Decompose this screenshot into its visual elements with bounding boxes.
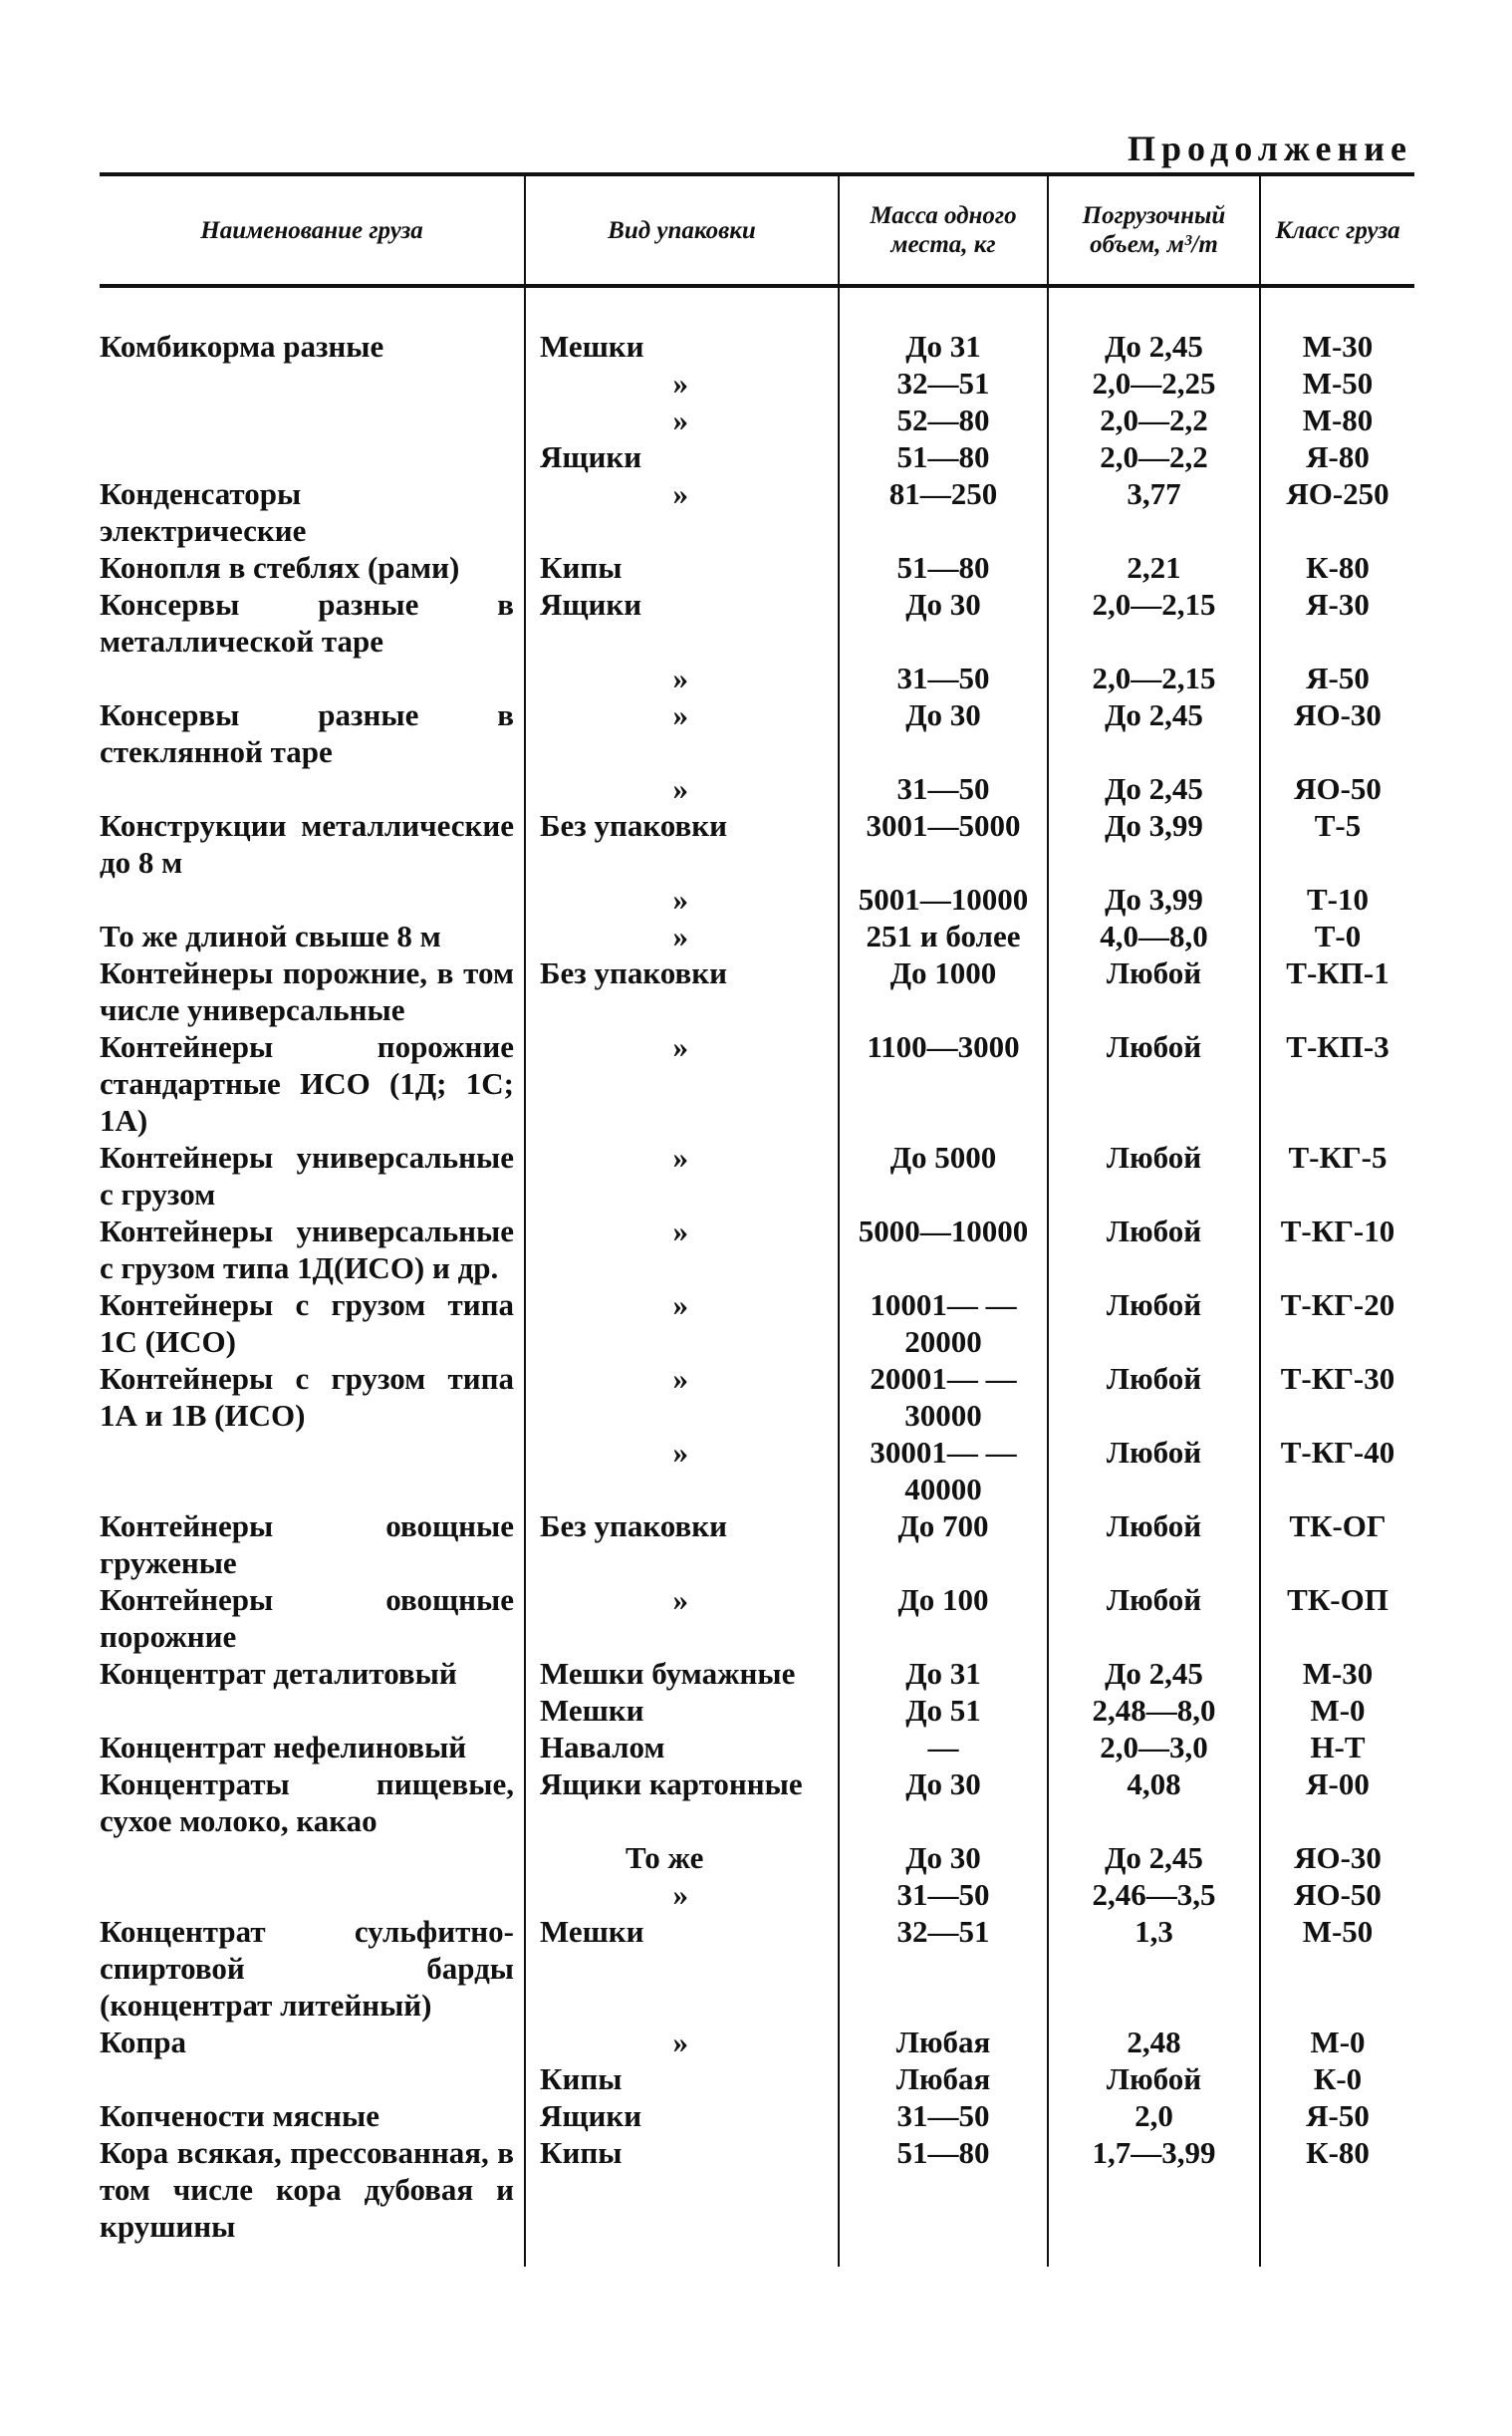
table-row bbox=[100, 660, 1414, 696]
mass-cell: 251 и более bbox=[839, 918, 1048, 954]
mass-cell: 20001— —30000 bbox=[839, 1360, 1048, 1434]
mass-cell: 31—50 bbox=[839, 660, 1048, 696]
cargo-name-cell bbox=[100, 1692, 525, 1729]
continuation-label: Продолжение bbox=[1128, 129, 1412, 168]
packaging-cell: » bbox=[525, 918, 839, 954]
class-cell: М-50 bbox=[1260, 1913, 1414, 2024]
table-row bbox=[100, 1655, 1414, 1692]
cargo-name-cell bbox=[100, 402, 525, 438]
packaging-cell: » bbox=[525, 1028, 839, 1139]
packaging-cell: » bbox=[525, 660, 839, 696]
volume-cell: До 2,45 bbox=[1048, 328, 1260, 365]
cargo-name-cell: То же длиной свыше 8 м bbox=[100, 919, 441, 953]
packaging-cell: » bbox=[525, 1139, 839, 1213]
cargo-name-cell: Контейнеры с грузом типа 1А и 1В (ИСО) bbox=[100, 1361, 514, 1433]
cargo-name-cell bbox=[100, 1876, 525, 1913]
packaging-cell: Без упаковки bbox=[525, 954, 839, 1028]
mass-cell: 30001— —40000 bbox=[839, 1434, 1048, 1507]
table-row bbox=[100, 549, 1414, 586]
volume-cell: 2,0—2,25 bbox=[1048, 365, 1260, 402]
spacer-cell bbox=[100, 286, 525, 328]
packaging-cell: Мешки bbox=[525, 328, 839, 365]
table-row bbox=[100, 1139, 1414, 1213]
header-cargo-name: Наименование груза bbox=[100, 174, 525, 286]
table-row bbox=[100, 1434, 1414, 1507]
packaging-cell: » bbox=[525, 696, 839, 770]
packaging-cell: Ящики картонные bbox=[525, 1765, 839, 1839]
volume-cell: 2,0—3,0 bbox=[1048, 1729, 1260, 1765]
cargo-name-cell: Конденсаторы электрические bbox=[100, 476, 307, 548]
packaging-cell: » bbox=[525, 402, 839, 438]
class-cell: Т-КГ-5 bbox=[1260, 1139, 1414, 1213]
table-row bbox=[100, 1839, 1414, 1876]
volume-cell: 2,0 bbox=[1048, 2097, 1260, 2134]
cargo-name-cell bbox=[100, 365, 525, 402]
packaging-cell: Без упаковки bbox=[525, 1507, 839, 1581]
cargo-name-cell bbox=[100, 660, 525, 696]
volume-cell: 4,0—8,0 bbox=[1048, 918, 1260, 954]
volume-cell: Любой bbox=[1048, 954, 1260, 1028]
table-row bbox=[100, 881, 1414, 918]
volume-cell: Любой bbox=[1048, 1507, 1260, 1581]
class-cell: ЯО-30 bbox=[1260, 1839, 1414, 1876]
table-row bbox=[100, 1765, 1414, 1839]
cargo-name-cell: Концентрат сульфитно-спиртовой барды (концентрат литейный) bbox=[100, 1914, 514, 2023]
table-row bbox=[100, 1692, 1414, 1729]
volume-cell: Любой bbox=[1048, 1213, 1260, 1286]
class-cell: К-80 bbox=[1260, 549, 1414, 586]
mass-cell: Любая bbox=[839, 2060, 1048, 2097]
mass-cell: До 1000 bbox=[839, 954, 1048, 1028]
packaging-cell: » bbox=[525, 770, 839, 807]
packaging-cell: Мешки бумажные bbox=[525, 1655, 839, 1692]
table-row bbox=[100, 1286, 1414, 1360]
mass-cell: До 30 bbox=[839, 1839, 1048, 1876]
class-cell: ТК-ОП bbox=[1260, 1581, 1414, 1655]
class-cell: К-0 bbox=[1260, 2060, 1414, 2097]
class-cell: Т-10 bbox=[1260, 881, 1414, 918]
packaging-cell: Ящики bbox=[525, 438, 839, 475]
cargo-name-cell: Контейнеры порожние стандартные ИСО (1Д; 1С; 1А) bbox=[100, 1029, 514, 1138]
table-row bbox=[100, 918, 1414, 954]
table-row bbox=[100, 2060, 1414, 2097]
mass-cell: До 5000 bbox=[839, 1139, 1048, 1213]
class-cell: ТК-ОГ bbox=[1260, 1507, 1414, 1581]
volume-cell: 2,48—8,0 bbox=[1048, 1692, 1260, 1729]
cargo-name-cell: Кора всякая, прессованная, в том числе кора дубовая и крушины bbox=[100, 2135, 514, 2244]
spacer-cell bbox=[839, 286, 1048, 328]
cargo-name-cell: Конструкции металлические до 8 м bbox=[100, 808, 514, 880]
table-row bbox=[100, 1729, 1414, 1765]
table-row bbox=[100, 438, 1414, 475]
table-row bbox=[100, 475, 1414, 549]
class-cell: Я-30 bbox=[1260, 586, 1414, 660]
packaging-cell: » bbox=[525, 1213, 839, 1286]
packaging-cell: Кипы bbox=[525, 549, 839, 586]
mass-cell: 32—51 bbox=[839, 365, 1048, 402]
cargo-name-cell bbox=[100, 881, 525, 918]
class-cell: ЯО-30 bbox=[1260, 696, 1414, 770]
mass-cell: До 51 bbox=[839, 1692, 1048, 1729]
table-row bbox=[100, 2024, 1414, 2060]
volume-cell: Любой bbox=[1048, 1028, 1260, 1139]
packaging-cell: Мешки bbox=[525, 1913, 839, 2024]
header-packaging: Вид упаковки bbox=[525, 174, 839, 286]
volume-cell: 2,48 bbox=[1048, 2024, 1260, 2060]
packaging-cell: » bbox=[525, 1434, 839, 1507]
table-row bbox=[100, 2134, 1414, 2267]
packaging-cell: Ящики bbox=[525, 2097, 839, 2134]
class-cell: Я-80 bbox=[1260, 438, 1414, 475]
volume-cell: До 2,45 bbox=[1048, 1655, 1260, 1692]
volume-cell: До 2,45 bbox=[1048, 1839, 1260, 1876]
class-cell: Т-КГ-10 bbox=[1260, 1213, 1414, 1286]
cargo-name-cell: Консервы разные в металлической таре bbox=[100, 587, 514, 659]
class-cell: ЯО-250 bbox=[1260, 475, 1414, 549]
spacer-cell bbox=[1048, 286, 1260, 328]
table-row bbox=[100, 807, 1414, 881]
packaging-cell: » bbox=[525, 2024, 839, 2060]
cargo-name-cell: Контейнеры овощные груженые bbox=[100, 1508, 514, 1580]
spacer-row bbox=[100, 286, 1414, 328]
table-row bbox=[100, 770, 1414, 807]
table-row bbox=[100, 1876, 1414, 1913]
cargo-name-cell: Копра bbox=[100, 2025, 187, 2059]
cargo-name-cell bbox=[100, 1839, 525, 1876]
class-cell: М-30 bbox=[1260, 328, 1414, 365]
mass-cell: До 31 bbox=[839, 1655, 1048, 1692]
volume-cell: 2,0—2,15 bbox=[1048, 586, 1260, 660]
cargo-name-cell: Концентраты пищевые, сухое молоко, какао bbox=[100, 1766, 514, 1838]
class-cell: Я-00 bbox=[1260, 1765, 1414, 1839]
class-cell: М-30 bbox=[1260, 1655, 1414, 1692]
packaging-cell: Навалом bbox=[525, 1729, 839, 1765]
cargo-name-cell: Контейнеры универсальные с грузом bbox=[100, 1140, 514, 1212]
mass-cell: 5001—10000 bbox=[839, 881, 1048, 918]
mass-cell: До 30 bbox=[839, 1765, 1048, 1839]
cargo-name-cell: Копчености мясные bbox=[100, 2098, 379, 2133]
mass-cell: До 700 bbox=[839, 1507, 1048, 1581]
mass-cell: 51—80 bbox=[839, 438, 1048, 475]
cargo-name-cell: Контейнеры с грузом типа 1С (ИСО) bbox=[100, 1287, 514, 1359]
volume-cell: 1,3 bbox=[1048, 1913, 1260, 2024]
mass-cell: 10001— —20000 bbox=[839, 1286, 1048, 1360]
class-cell: Т-КГ-40 bbox=[1260, 1434, 1414, 1507]
mass-cell: До 30 bbox=[839, 586, 1048, 660]
packaging-cell: Кипы bbox=[525, 2060, 839, 2097]
packaging-cell: » bbox=[525, 881, 839, 918]
class-cell: Н-Т bbox=[1260, 1729, 1414, 1765]
packaging-cell: Кипы bbox=[525, 2134, 839, 2267]
mass-cell: 31—50 bbox=[839, 2097, 1048, 2134]
volume-cell: 3,77 bbox=[1048, 475, 1260, 549]
table-row bbox=[100, 1213, 1414, 1286]
table-row bbox=[100, 365, 1414, 402]
volume-cell: 2,0—2,2 bbox=[1048, 438, 1260, 475]
volume-cell: 1,7—3,99 bbox=[1048, 2134, 1260, 2267]
volume-cell: До 2,45 bbox=[1048, 770, 1260, 807]
cargo-name-cell: Контейнеры овощные порожние bbox=[100, 1582, 514, 1654]
mass-cell: 3001—5000 bbox=[839, 807, 1048, 881]
table-row bbox=[100, 1507, 1414, 1581]
class-cell: Т-КГ-30 bbox=[1260, 1360, 1414, 1434]
class-cell: Т-КП-1 bbox=[1260, 954, 1414, 1028]
volume-cell: 2,46—3,5 bbox=[1048, 1876, 1260, 1913]
mass-cell: Любая bbox=[839, 2024, 1048, 2060]
volume-cell: До 2,45 bbox=[1048, 696, 1260, 770]
volume-cell: Любой bbox=[1048, 1360, 1260, 1434]
cargo-name-cell bbox=[100, 438, 525, 475]
volume-cell: 2,0—2,15 bbox=[1048, 660, 1260, 696]
class-cell: Т-0 bbox=[1260, 918, 1414, 954]
class-cell: Т-КП-3 bbox=[1260, 1028, 1414, 1139]
volume-cell: 2,21 bbox=[1048, 549, 1260, 586]
table-row bbox=[100, 328, 1414, 365]
packaging-cell: Без упаковки bbox=[525, 807, 839, 881]
packaging-cell: Ящики bbox=[525, 586, 839, 660]
class-cell: Т-КГ-20 bbox=[1260, 1286, 1414, 1360]
class-cell: М-80 bbox=[1260, 402, 1414, 438]
mass-cell: До 30 bbox=[839, 696, 1048, 770]
table-row bbox=[100, 1360, 1414, 1434]
packaging-cell: То же bbox=[525, 1839, 839, 1876]
spacer-cell bbox=[1260, 286, 1414, 328]
mass-cell: 32—51 bbox=[839, 1913, 1048, 2024]
table-row bbox=[100, 2097, 1414, 2134]
packaging-cell: » bbox=[525, 365, 839, 402]
class-cell: М-0 bbox=[1260, 2024, 1414, 2060]
volume-cell: Любой bbox=[1048, 1581, 1260, 1655]
header-class: Класс груза bbox=[1260, 174, 1414, 286]
class-cell: ЯО-50 bbox=[1260, 770, 1414, 807]
volume-cell: До 3,99 bbox=[1048, 881, 1260, 918]
class-cell: Я-50 bbox=[1260, 660, 1414, 696]
table-row bbox=[100, 586, 1414, 660]
mass-cell: 31—50 bbox=[839, 1876, 1048, 1913]
cargo-name-cell: Концентрат деталитовый bbox=[100, 1656, 457, 1691]
table-header bbox=[100, 174, 1414, 286]
spacer-cell bbox=[525, 286, 839, 328]
volume-cell: Любой bbox=[1048, 1434, 1260, 1507]
mass-cell: 52—80 bbox=[839, 402, 1048, 438]
class-cell: М-0 bbox=[1260, 1692, 1414, 1729]
cargo-name-cell: Контейнеры универсальные с грузом типа 1Д(ИСО) и др. bbox=[100, 1214, 514, 1285]
volume-cell: 4,08 bbox=[1048, 1765, 1260, 1839]
table-row bbox=[100, 402, 1414, 438]
cargo-name-cell bbox=[100, 1434, 525, 1507]
table-row bbox=[100, 696, 1414, 770]
volume-cell: Любой bbox=[1048, 2060, 1260, 2097]
class-cell: ЯО-50 bbox=[1260, 1876, 1414, 1913]
mass-cell: 5000—10000 bbox=[839, 1213, 1048, 1286]
class-cell: М-50 bbox=[1260, 365, 1414, 402]
packaging-cell: » bbox=[525, 1360, 839, 1434]
cargo-name-cell: Конопля в стеблях (рами) bbox=[100, 550, 460, 585]
cargo-table bbox=[100, 172, 1414, 2267]
class-cell: Я-50 bbox=[1260, 2097, 1414, 2134]
mass-cell: До 31 bbox=[839, 328, 1048, 365]
table-row bbox=[100, 1913, 1414, 2024]
class-cell: Т-5 bbox=[1260, 807, 1414, 881]
packaging-cell: » bbox=[525, 475, 839, 549]
cargo-name-cell bbox=[100, 770, 525, 807]
header-volume: Погрузочный объем, м³/т bbox=[1048, 174, 1260, 286]
cargo-name-cell: Концентрат нефелиновый bbox=[100, 1730, 467, 1764]
cargo-name-cell: Консервы разные в стеклянной таре bbox=[100, 697, 514, 769]
packaging-cell: » bbox=[525, 1876, 839, 1913]
header-mass: Масса одного места, кг bbox=[839, 174, 1048, 286]
mass-cell: 81—250 bbox=[839, 475, 1048, 549]
mass-cell: — bbox=[839, 1729, 1048, 1765]
volume-cell: Любой bbox=[1048, 1286, 1260, 1360]
table-row bbox=[100, 1028, 1414, 1139]
table-body bbox=[100, 286, 1414, 2267]
volume-cell: Любой bbox=[1048, 1139, 1260, 1213]
mass-cell: До 100 bbox=[839, 1581, 1048, 1655]
cargo-name-cell: Контейнеры порожние, в том числе универсальные bbox=[100, 955, 514, 1027]
packaging-cell: » bbox=[525, 1286, 839, 1360]
cargo-name-cell bbox=[100, 2060, 525, 2097]
class-cell: К-80 bbox=[1260, 2134, 1414, 2267]
mass-cell: 31—50 bbox=[839, 770, 1048, 807]
volume-cell: До 3,99 bbox=[1048, 807, 1260, 881]
table-row bbox=[100, 1581, 1414, 1655]
packaging-cell: » bbox=[525, 1581, 839, 1655]
mass-cell: 51—80 bbox=[839, 2134, 1048, 2267]
mass-cell: 1100—3000 bbox=[839, 1028, 1048, 1139]
table-row bbox=[100, 954, 1414, 1028]
packaging-cell: Мешки bbox=[525, 1692, 839, 1729]
mass-cell: 51—80 bbox=[839, 549, 1048, 586]
cargo-name-cell: Комбикорма разные bbox=[100, 329, 384, 364]
volume-cell: 2,0—2,2 bbox=[1048, 402, 1260, 438]
